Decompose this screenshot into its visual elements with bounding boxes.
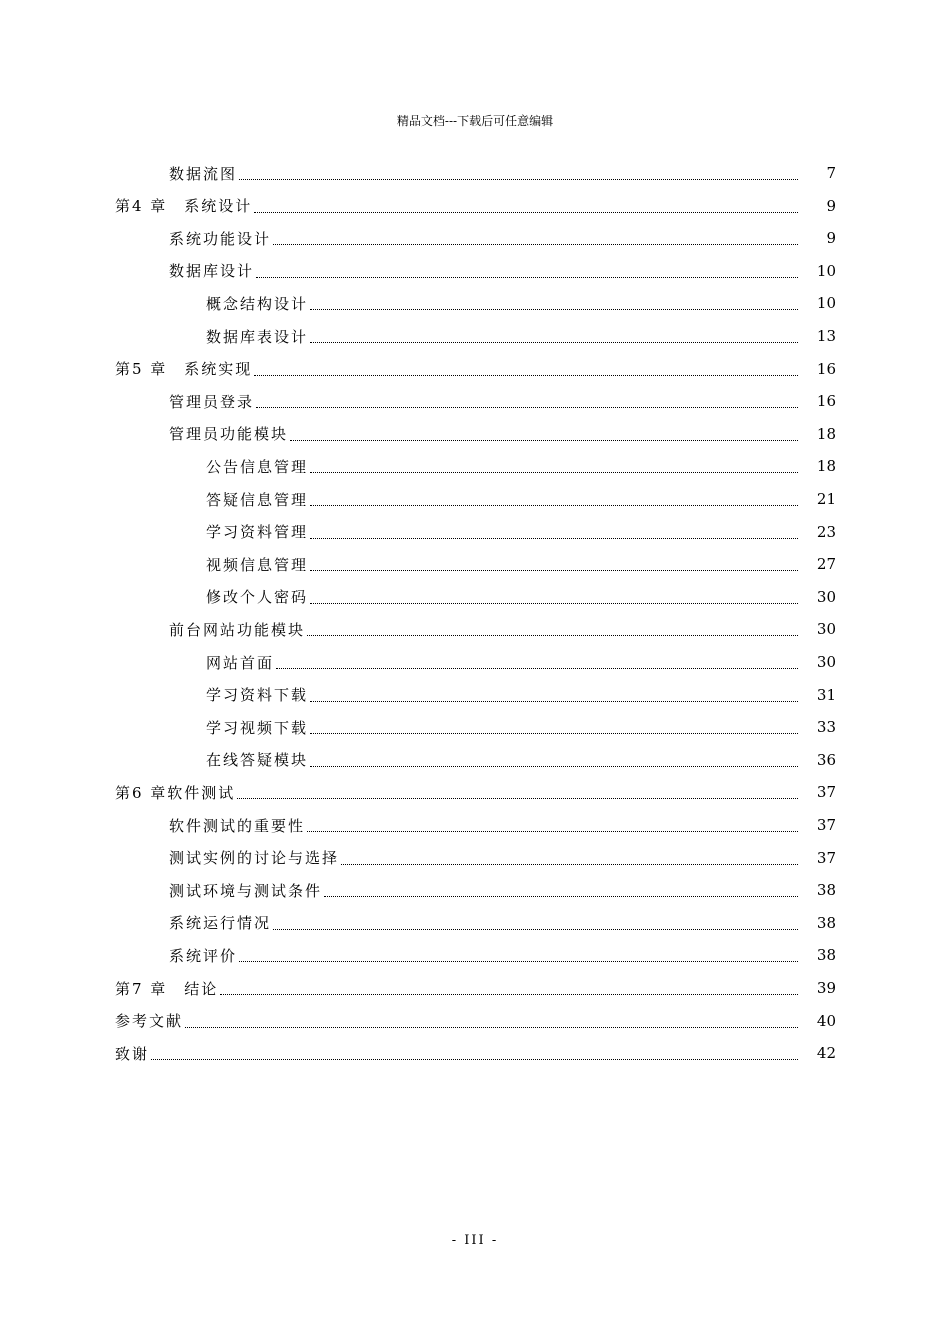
page-number: - III -	[451, 1233, 499, 1248]
toc-entry-page: 30	[816, 653, 836, 671]
toc-dot-leader	[254, 190, 798, 222]
toc-entry[interactable]	[169, 613, 800, 645]
toc-entry[interactable]	[206, 287, 800, 319]
toc-entry-title: 系统评价	[169, 946, 238, 965]
toc-dot-leader	[310, 483, 798, 515]
toc-entry-page: 18	[816, 457, 836, 476]
toc-entry-title: 软件测试的重要性	[169, 816, 306, 835]
toc-entry[interactable]	[115, 190, 800, 222]
page-header-note: 精品文档---下载后可任意编辑	[396, 114, 554, 128]
toc-entry-title: 系统运行情况	[169, 914, 272, 933]
toc-entry[interactable]	[115, 972, 800, 1004]
toc-entry[interactable]	[169, 874, 800, 906]
toc-dot-leader	[324, 874, 798, 906]
toc-entry[interactable]	[206, 548, 800, 580]
toc-entry-page: 27	[816, 555, 836, 574]
toc-dot-leader	[310, 548, 798, 580]
toc-entry-page: 30	[816, 587, 836, 606]
toc-entry-page: 10	[816, 261, 836, 280]
toc-entry-title: 前台网站功能模块	[169, 620, 306, 639]
toc-dot-leader	[220, 972, 798, 1004]
toc-dot-leader	[310, 287, 798, 319]
toc-entry[interactable]	[169, 255, 800, 287]
toc-dot-leader	[237, 776, 798, 808]
toc-entry[interactable]	[169, 385, 800, 417]
toc-entry-page: 42	[816, 1044, 836, 1063]
toc-entry-page: 16	[816, 359, 836, 378]
toc-entry-page: 9	[826, 229, 836, 248]
toc-entry-title: 数据库表设计	[206, 327, 309, 346]
toc-entry-title: 数据库设计	[169, 262, 255, 281]
toc-entry[interactable]	[206, 516, 800, 548]
toc-dot-leader	[273, 907, 798, 939]
toc-entry-title: 数据流图	[169, 164, 238, 183]
toc-entry-title: 公告信息管理	[206, 457, 309, 476]
toc-entry[interactable]	[169, 842, 800, 874]
toc-entry[interactable]	[115, 776, 800, 808]
toc-entry-page: 7	[826, 164, 836, 182]
toc-dot-leader	[310, 320, 798, 352]
toc-entry-title: 网站首面	[206, 653, 275, 672]
toc-entry-title: 答疑信息管理	[206, 490, 309, 509]
toc-entry-page: 39	[816, 979, 836, 997]
toc-entry[interactable]	[115, 353, 800, 385]
toc-entry[interactable]	[169, 418, 800, 450]
toc-entry-page: 16	[816, 392, 836, 411]
toc-entry-page: 30	[816, 620, 836, 639]
toc-entry-page: 38	[816, 881, 836, 900]
toc-entry-title: 第5 章 系统实现	[115, 360, 253, 379]
toc-entry[interactable]	[206, 483, 800, 515]
toc-entry[interactable]	[169, 939, 800, 971]
toc-dot-leader	[239, 939, 798, 971]
toc-entry-page: 33	[816, 718, 836, 737]
toc-dot-leader	[290, 418, 798, 450]
toc-entry-page: 37	[816, 848, 836, 867]
toc-dot-leader	[254, 353, 798, 385]
toc-entry[interactable]	[169, 222, 800, 254]
toc-dot-leader	[310, 711, 798, 743]
toc-entry-title: 参考文献	[115, 1012, 184, 1031]
toc-entry[interactable]	[115, 1037, 800, 1069]
toc-dot-leader	[276, 646, 798, 678]
toc-entry[interactable]	[206, 679, 800, 711]
toc-entry-page: 38	[816, 946, 836, 965]
toc-dot-leader	[185, 1005, 798, 1037]
toc-entry[interactable]	[206, 711, 800, 743]
toc-dot-leader	[239, 157, 798, 189]
toc-entry-page: 31	[816, 685, 836, 704]
toc-dot-leader	[341, 842, 798, 874]
toc-entry[interactable]	[169, 907, 800, 939]
toc-dot-leader	[310, 744, 798, 776]
toc-entry-title: 第6 章软件测试	[115, 783, 236, 802]
toc-entry-page: 21	[816, 490, 836, 508]
toc-entry-title: 视频信息管理	[206, 555, 309, 574]
toc-dot-leader	[310, 450, 798, 482]
toc-entry-title: 在线答疑模块	[206, 751, 309, 770]
toc-entry-page: 37	[816, 783, 836, 802]
toc-entry-title: 学习视频下载	[206, 718, 309, 737]
toc-entry-title: 第7 章 结论	[115, 979, 219, 998]
toc-entry-title: 学习资料下载	[206, 686, 309, 705]
toc-entry-page: 9	[826, 196, 836, 215]
toc-entry[interactable]	[206, 581, 800, 613]
toc-dot-leader	[310, 581, 798, 613]
toc-entry-title: 修改个人密码	[206, 588, 309, 607]
toc-entry-title: 测试环境与测试条件	[169, 881, 323, 900]
toc-entry-title: 致谢	[115, 1044, 150, 1063]
toc-dot-leader	[310, 516, 798, 548]
toc-entry[interactable]	[169, 157, 800, 189]
toc-entry[interactable]	[206, 646, 800, 678]
toc-entry[interactable]	[206, 320, 800, 352]
toc-entry-page: 23	[816, 522, 836, 541]
toc-entry[interactable]	[115, 1005, 800, 1037]
toc-entry-title: 管理员功能模块	[169, 425, 289, 444]
toc-entry-title: 管理员登录	[169, 392, 255, 411]
toc-dot-leader	[307, 613, 798, 645]
toc-entry-page: 40	[816, 1011, 836, 1030]
toc-entry-page: 36	[816, 750, 836, 769]
toc-dot-leader	[307, 809, 798, 841]
toc-entry-title: 概念结构设计	[206, 294, 309, 313]
toc-dot-leader	[151, 1037, 798, 1069]
toc-dot-leader	[256, 255, 798, 287]
toc-entry-page: 37	[816, 816, 836, 834]
toc-entry-title: 学习资料管理	[206, 523, 309, 542]
toc-entry-title: 第4 章 系统设计	[115, 197, 253, 216]
toc-entry[interactable]	[206, 450, 800, 482]
toc-entry-page: 10	[816, 294, 836, 313]
toc-entry-page: 38	[816, 913, 836, 932]
toc-entry-title: 系统功能设计	[169, 229, 272, 248]
toc-dot-leader	[310, 679, 798, 711]
toc-entry[interactable]	[169, 809, 800, 841]
toc-entry-page: 18	[816, 424, 836, 443]
toc-entry-title: 测试实例的讨论与选择	[169, 849, 340, 868]
toc-entry[interactable]	[206, 744, 800, 776]
toc-dot-leader	[256, 385, 798, 417]
toc-entry-page: 13	[816, 327, 836, 345]
toc-dot-leader	[273, 222, 798, 254]
